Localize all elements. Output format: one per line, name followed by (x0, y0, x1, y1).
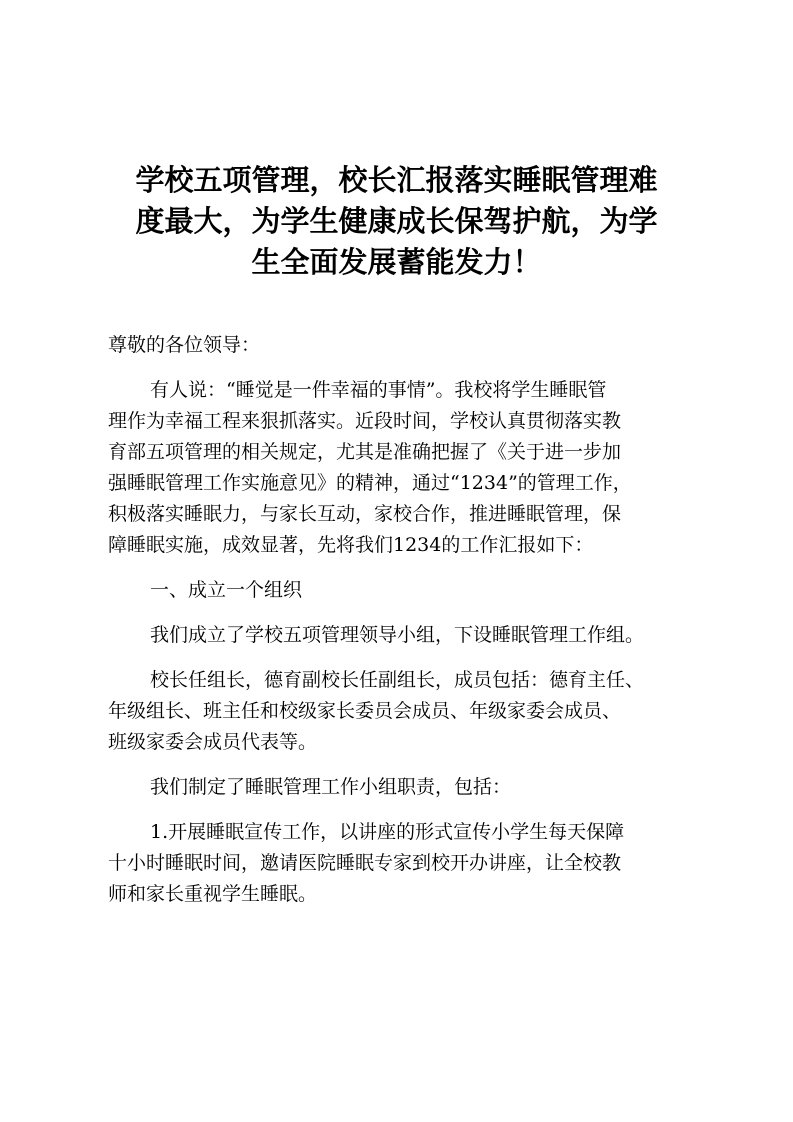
salutation (108, 330, 698, 361)
section-heading (108, 575, 698, 606)
paragraph-line: 师和家长重视学生睡眠。 (108, 883, 318, 905)
document-body (108, 330, 698, 910)
paragraph-line: 校长任组长，德育副校长任副组长，成员包括：德育主任、 (150, 669, 645, 691)
intro-paragraph (108, 375, 698, 561)
paragraph-line: 我们成立了学校五项管理领导小组，下设睡眠管理工作组。 (150, 624, 645, 646)
section-heading-text: 一、成立一个组织 (150, 579, 303, 601)
paragraph-line: 年级组长、班主任和校级家长委员会成员、年级家委会成员、 (108, 700, 622, 722)
paragraph-line: 有人说：“睡觉是一件幸福的事情”。我校将学生睡眠管 (150, 379, 607, 401)
paragraph-line: 班级家委会成员代表等。 (108, 731, 318, 753)
duty-item-1 (108, 817, 698, 910)
salutation-text: 尊敬的各位领导： (108, 334, 261, 356)
title-line: 度最大，为学生健康成长保驾护航，为学 (135, 204, 658, 238)
paragraph-line: 强睡眠管理工作实施意见》的精神，通过“1234”的管理工作， (108, 472, 632, 494)
paragraph-line: 我们制定了睡眠管理工作小组职责，包括： (150, 776, 512, 798)
paragraph-line: 1.开展睡眠宣传工作，以讲座的形式宣传小学生每天保障 (150, 821, 625, 843)
paragraph-line: 积极落实睡眠力，与家长互动，家校合作，推进睡眠管理，保 (108, 503, 622, 525)
duties-intro (108, 772, 698, 803)
members-paragraph (108, 665, 698, 758)
title-line: 学校五项管理，校长汇报落实睡眠管理难 (135, 163, 658, 197)
paragraph-line: 十小时睡眠时间，邀请医院睡眠专家到校开办讲座，让全校教 (108, 852, 622, 874)
document-title (100, 160, 693, 283)
group-paragraph (108, 620, 698, 651)
paragraph-line: 育部五项管理的相关规定，尤其是准确把握了《关于进一步加 (108, 441, 622, 463)
paragraph-line: 障睡眠实施，成效显著，先将我们1234的工作汇报如下： (108, 534, 594, 556)
title-line: 生全面发展蓄能发力！ (251, 245, 542, 279)
paragraph-line: 理作为幸福工程来狠抓落实。近段时间，学校认真贯彻落实教 (108, 410, 622, 432)
